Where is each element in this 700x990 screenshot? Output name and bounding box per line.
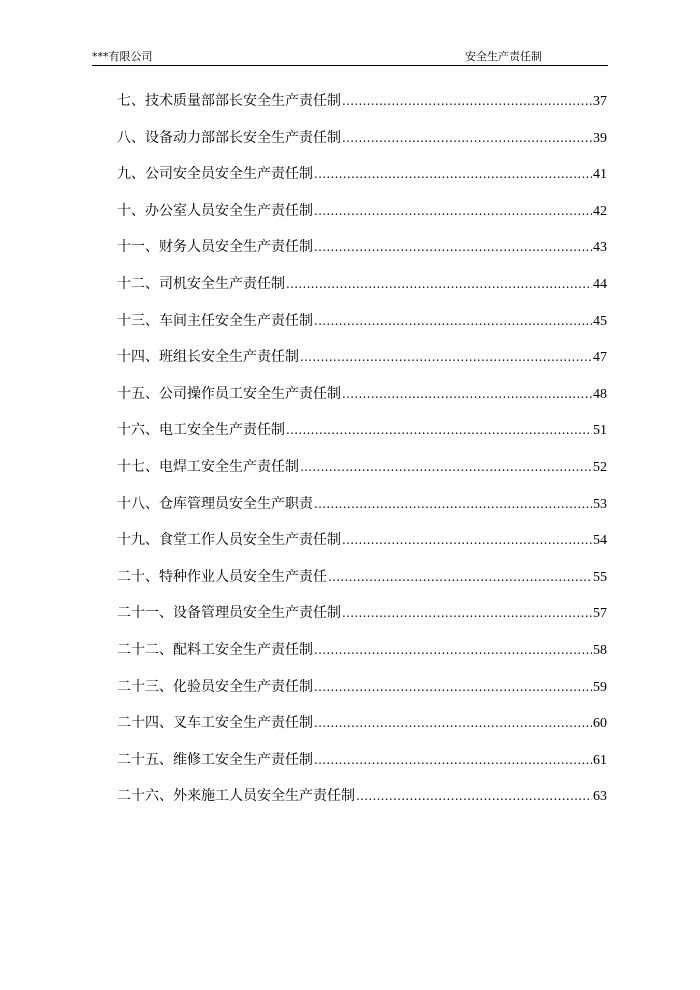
toc-entry[interactable] (117, 236, 607, 273)
toc-entry-page: 41 (593, 167, 607, 183)
header-document-title: 安全生产责任制 (465, 50, 542, 63)
toc-entry[interactable] (117, 493, 607, 530)
toc-entry[interactable] (117, 749, 607, 786)
toc-entry-number: 二十三、 (117, 678, 173, 695)
toc-entry-number: 二十一、 (117, 605, 173, 622)
toc-entry[interactable] (117, 90, 607, 127)
toc-entry-title: 设备管理员安全生产责任制 (173, 605, 341, 622)
toc-entry-page: 37 (593, 94, 607, 109)
toc-entry[interactable] (117, 273, 607, 310)
toc-dot-leader (314, 676, 592, 698)
toc-dot-leader (328, 566, 592, 588)
toc-dot-leader (314, 712, 592, 734)
toc-dot-leader (300, 346, 592, 368)
toc-entry-title: 公司安全员安全生产责任制 (145, 166, 313, 183)
toc-entry-title: 外来施工人员安全生产责任制 (173, 788, 355, 805)
toc-dot-leader (342, 602, 592, 624)
toc-entry-title: 食堂工作人员安全生产责任制 (159, 532, 341, 549)
toc-entry-page: 57 (593, 606, 607, 622)
toc-entry-title: 特种作业人员安全生产责任 (159, 568, 327, 585)
toc-entry[interactable] (117, 529, 607, 566)
toc-dot-leader (356, 785, 592, 807)
toc-entry-title: 车间主任安全生产责任制 (159, 312, 313, 329)
toc-entry-title: 仓库管理员安全生产职责 (159, 495, 313, 512)
toc-entry-number: 九、 (117, 166, 145, 183)
toc-entry-number: 十、 (117, 202, 145, 219)
toc-entry-page: 55 (593, 569, 607, 585)
header-company-name: ***有限公司 (92, 50, 153, 63)
toc-entry[interactable] (117, 346, 607, 383)
toc-entry[interactable] (117, 602, 607, 639)
toc-dot-leader (300, 456, 592, 478)
toc-dot-leader (342, 127, 592, 149)
toc-entry-page: 39 (593, 130, 607, 146)
toc-entry-title: 设备动力部部长安全生产责任制 (145, 129, 341, 146)
toc-entry[interactable] (117, 712, 607, 749)
page-header (92, 50, 608, 66)
toc-entry-number: 十七、 (117, 458, 159, 475)
toc-entry[interactable] (117, 566, 607, 603)
toc-entry-page: 47 (593, 350, 607, 366)
toc-entry[interactable] (117, 127, 607, 164)
toc-entry-number: 七、 (117, 93, 145, 109)
toc-entry-title: 公司操作员工安全生产责任制 (159, 385, 341, 402)
toc-entry-number: 十六、 (117, 422, 159, 439)
toc-dot-leader (314, 163, 592, 185)
toc-entry-title: 技术质量部部长安全生产责任制 (145, 93, 341, 109)
toc-entry-page: 52 (593, 459, 607, 475)
toc-dot-leader (314, 236, 592, 258)
toc-entry-number: 十二、 (117, 275, 159, 292)
toc-entry[interactable] (117, 419, 607, 456)
toc-dot-leader (314, 493, 592, 515)
toc-dot-leader (286, 419, 592, 441)
toc-entry-page: 44 (593, 276, 607, 292)
table-of-contents (117, 90, 607, 822)
toc-entry-number: 十九、 (117, 532, 159, 549)
toc-entry-title: 电工安全生产责任制 (159, 422, 285, 439)
toc-entry-page: 59 (593, 679, 607, 695)
toc-entry-title: 司机安全生产责任制 (159, 275, 285, 292)
toc-entry[interactable] (117, 676, 607, 713)
toc-entry-number: 十三、 (117, 312, 159, 329)
toc-dot-leader (314, 749, 592, 771)
toc-entry-number: 二十二、 (117, 641, 173, 658)
toc-entry-page: 63 (593, 789, 607, 805)
toc-entry-page: 53 (593, 496, 607, 512)
toc-entry-page: 42 (593, 203, 607, 219)
toc-entry-page: 61 (593, 752, 607, 768)
toc-dot-leader (342, 90, 592, 112)
toc-entry-number: 十一、 (117, 239, 159, 256)
toc-entry[interactable] (117, 383, 607, 420)
toc-entry[interactable] (117, 310, 607, 347)
toc-dot-leader (342, 529, 592, 551)
toc-entry-page: 51 (593, 423, 607, 439)
toc-entry-number: 十四、 (117, 349, 159, 366)
toc-entry-number: 十五、 (117, 385, 159, 402)
toc-entry-number: 二十四、 (117, 715, 173, 732)
toc-entry-page: 45 (593, 313, 607, 329)
toc-entry-title: 办公室人员安全生产责任制 (145, 202, 313, 219)
toc-entry[interactable] (117, 785, 607, 822)
toc-entry-title: 维修工安全生产责任制 (173, 751, 313, 768)
toc-dot-leader (314, 200, 592, 222)
toc-entry-title: 叉车工安全生产责任制 (173, 715, 313, 732)
toc-dot-leader (286, 273, 592, 295)
toc-entry[interactable] (117, 200, 607, 237)
toc-entry-page: 60 (593, 716, 607, 732)
toc-entry[interactable] (117, 163, 607, 200)
toc-entry-title: 班组长安全生产责任制 (159, 349, 299, 366)
toc-entry-title: 配料工安全生产责任制 (173, 641, 313, 658)
toc-entry-title: 电焊工安全生产责任制 (159, 458, 299, 475)
toc-entry-title: 财务人员安全生产责任制 (159, 239, 313, 256)
toc-entry-number: 八、 (117, 129, 145, 146)
toc-entry-number: 二十、 (117, 568, 159, 585)
toc-entry-number: 二十五、 (117, 751, 173, 768)
toc-entry-number: 十八、 (117, 495, 159, 512)
toc-dot-leader (314, 310, 592, 332)
toc-entry-page: 48 (593, 386, 607, 402)
toc-entry-number: 二十六、 (117, 788, 173, 805)
toc-dot-leader (342, 383, 592, 405)
toc-entry[interactable] (117, 456, 607, 493)
toc-entry-title: 化验员安全生产责任制 (173, 678, 313, 695)
toc-entry-page: 58 (593, 642, 607, 658)
toc-dot-leader (314, 639, 592, 661)
toc-entry-page: 43 (593, 240, 607, 256)
toc-entry[interactable] (117, 639, 607, 676)
toc-entry-page: 54 (593, 533, 607, 549)
